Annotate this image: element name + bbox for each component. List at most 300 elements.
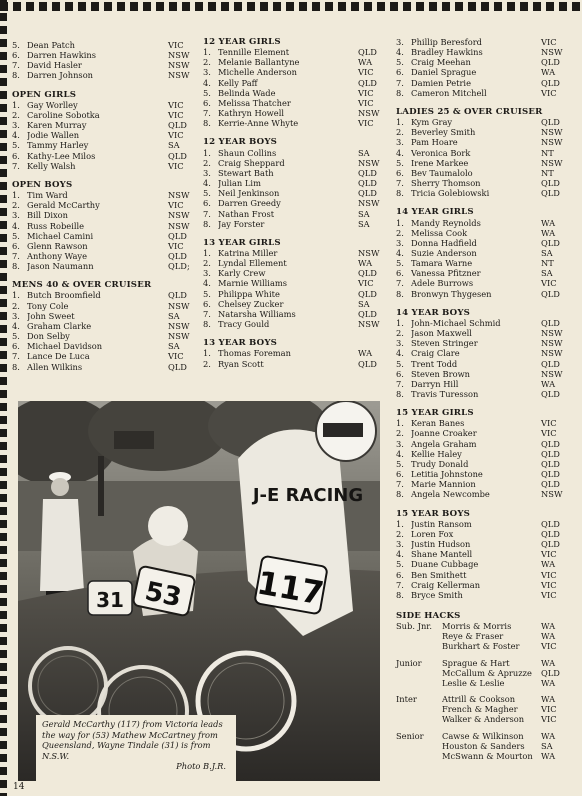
state-code: QLD [358,308,377,319]
state-code: WA [358,57,373,68]
place-number: 4. [396,448,404,459]
rider-name: Anthony Waye [27,250,88,261]
section-gap [396,600,571,609]
result-row [203,158,388,168]
state-code: QLD [358,77,377,88]
rider-name: Tim Ward [27,190,68,201]
state-code: VIC [541,278,557,289]
rider-name: Angela Graham [411,438,477,449]
place-number: 2. [203,57,211,68]
state-code: NSW [168,60,190,71]
side-hack-row [442,694,571,704]
place-number: 3. [203,67,211,78]
state-code: QLD [541,77,560,88]
state-code: NT [541,167,554,178]
rider-name: Letitia Johnstone [411,469,483,480]
result-row [203,178,388,188]
state-code: NSW [541,338,563,349]
rider-name: Stewart Bath [218,167,274,178]
perforated-top-edge [0,0,582,14]
state-code: NSW [541,348,563,359]
rider-name: Karen Murray [27,120,87,131]
rider-name: Jason Naumann [27,261,94,272]
rider-name: Travis Turesson [411,389,479,399]
photo-caption [36,715,236,781]
state-code: VIC [358,278,374,289]
result-row [396,328,571,338]
place-number: 2. [12,300,20,311]
rider-name: Jodie Wallen [27,130,80,141]
results-column-2 [203,37,388,369]
side-hack-row [442,714,571,724]
result-row [396,137,571,147]
rider-name: Darren Greedy [218,198,281,209]
side-hack-row [442,641,571,651]
section-heading: SIDE HACKS [396,610,461,621]
state-code: NSW [358,108,380,119]
team-names: Cawse & Wilkinson [442,730,524,741]
side-hacks-groups [396,621,571,761]
place-number: 1. [203,147,211,158]
side-hack-class: Sub. Jnr. [396,621,432,632]
result-row [396,148,571,158]
rider-name: Veronica Bork [411,147,471,158]
state-code: VIC [541,641,557,652]
state-code: VIC [541,589,557,600]
result-row [396,418,571,428]
plate-number-117: 117 [254,563,327,613]
rider-name: Graham Clarke [27,320,92,331]
result-row [203,98,388,108]
state-code: VIC [541,704,557,715]
result-row [396,580,571,590]
state-code: WA [541,559,556,570]
state-code: QLD [358,358,377,369]
state-code: QLD; [168,261,190,272]
rider-name: Melissa Thatcher [218,97,291,108]
result-row [203,289,388,299]
state-code: NSW [168,331,190,342]
place-number: 4. [396,47,404,58]
result-row [203,188,388,198]
place-number: 7. [396,178,404,189]
rider-name: Katrina Miller [218,247,278,258]
result-row [12,151,198,161]
state-code: NSW [358,198,380,209]
result-row [396,489,571,499]
result-row [203,299,388,309]
result-row [12,190,198,200]
state-code: QLD [168,230,187,241]
result-row [12,341,198,351]
state-code: VIC [358,87,374,98]
rider-name: Craig Sheppard [218,157,285,168]
rider-name: Steven Stringer [411,338,478,349]
place-number: 6. [396,268,404,279]
result-row [203,359,388,369]
state-code: NSW [541,328,563,339]
team-names: McSwann & Mourton [442,750,533,761]
place-number: 1. [203,348,211,359]
rider-name: Caroline Sobotka [27,109,100,120]
state-code: NSW [168,70,190,81]
state-code: QLD [358,47,377,58]
state-code: QLD [541,317,560,328]
place-number: 2. [396,328,404,339]
place-number: 5. [396,559,404,570]
result-row [12,331,198,341]
result-row [396,469,571,479]
place-number: 1. [396,518,404,529]
rider-name: Allen Wilkins [27,361,83,372]
place-number: 5. [396,258,404,269]
rider-name: Vanessa Pfitzner [411,268,481,279]
result-row [396,348,571,358]
place-number: 8. [396,389,404,399]
state-code: QLD [541,667,560,678]
place-number: 6. [203,298,211,309]
place-number: 7. [396,479,404,490]
team-names: Burkhart & Foster [442,641,520,652]
result-row [12,70,198,80]
place-number: 8. [396,489,404,500]
side-hack-row [442,658,571,668]
result-row [396,519,571,529]
place-number: 3. [12,120,20,131]
place-number: 3. [203,268,211,279]
side-hack-row [442,704,571,714]
rider-name: Bryce Smith [411,589,463,600]
place-number: 5. [12,230,20,241]
place-number: 8. [396,87,404,98]
place-number: 4. [396,348,404,359]
state-code: SA [358,298,370,309]
section-gap [396,98,571,107]
place-number: 5. [396,157,404,168]
result-row [396,379,571,389]
place-number: 6. [396,67,404,78]
state-code: SA [541,740,553,751]
page-number: 14 [13,782,25,792]
state-code: WA [541,677,556,688]
place-number: 5. [203,188,211,199]
rider-name: Sherry Thomson [411,178,481,189]
team-names: French & Magher [442,704,518,715]
state-code: NSW [358,157,380,168]
rider-name: Neil Jenkinson [218,188,280,199]
state-code: SA [168,310,180,321]
result-row [12,231,198,241]
rider-name: Philippa White [218,288,280,299]
state-code: VIC [168,200,184,211]
state-code: SA [541,247,553,258]
rider-name: Darren Johnson [27,70,94,81]
state-code: VIC [168,40,184,50]
state-code: NSW [168,210,190,221]
state-code: QLD [168,150,187,161]
result-row [203,57,388,67]
state-code: VIC [168,240,184,251]
rider-name: Kerrie-Anne Whyte [218,118,299,129]
state-code: QLD [541,458,560,469]
place-number: 5. [396,358,404,369]
place-number: 7. [12,60,20,71]
rider-name: Bill Dixon [27,210,69,221]
state-code: VIC [541,87,557,98]
place-number: 7. [203,208,211,219]
result-row [396,359,571,369]
side-hack-row [442,631,571,641]
rider-name: Tennille Element [218,47,290,58]
state-code: NSW [541,137,563,148]
result-row [12,301,198,311]
place-number: 2. [203,157,211,168]
section-gap [396,299,571,308]
side-hack-pairs [442,694,571,724]
state-code: QLD [541,178,560,189]
place-number: 7. [396,579,404,590]
place-number: 2. [203,258,211,269]
team-names: Attrill & Cookson [442,694,516,705]
result-row [12,241,198,251]
state-code: NSW [541,489,563,500]
result-row [12,251,198,261]
state-code: NT [541,147,554,158]
rider-name: Cameron Mitchell [411,87,487,98]
section-heading: 13 YEAR BOYS [203,338,278,349]
result-row [203,198,388,208]
state-code: QLD [541,188,560,199]
results-column-3 [396,37,571,767]
state-code: VIC [358,97,374,108]
section-heading: 12 YEAR GIRLS [203,37,281,47]
result-row [396,188,571,198]
side-hack-row [442,741,571,751]
rider-name: Tammy Harley [27,140,89,151]
side-hack-row [442,668,571,678]
result-row [396,127,571,137]
rider-name: Pam Hoare [411,137,458,148]
state-code: QLD [358,167,377,178]
rider-name: Damien Petrie [411,77,471,88]
place-number: 5. [12,140,20,151]
side-hack-group [396,731,571,761]
state-code: VIC [541,579,557,590]
rider-name: Tracy Gould [218,319,270,330]
section-heading: 15 YEAR BOYS [396,508,471,519]
place-number: 5. [12,40,20,50]
rider-name: Michelle Anderson [218,67,298,78]
state-code: NSW [358,319,380,330]
result-row [396,278,571,288]
state-code: NSW [541,47,563,58]
team-names: Reye & Fraser [442,631,504,642]
state-code: WA [541,750,556,761]
side-hack-class: Senior [396,730,424,741]
rider-name: Phillip Beresford [411,37,482,47]
rider-name: Trudy Donald [411,458,469,469]
place-number: 6. [396,167,404,178]
side-hack-class: Inter [396,694,417,705]
state-code: QLD [541,389,560,399]
result-row [396,228,571,238]
result-row [203,148,388,158]
result-row [12,261,198,271]
state-code: QLD [541,117,560,128]
rider-name: Thomas Foreman [218,348,291,359]
perforated-left-edge [0,0,10,796]
rider-name: Duane Cubbage [411,559,479,570]
section-heading: 14 YEAR GIRLS [396,207,474,218]
rider-name: Nathan Frost [218,208,275,219]
section-gap [203,128,388,137]
state-code: SA [541,268,553,279]
rider-name: Glenn Rawson [27,240,88,251]
place-number: 3. [396,539,404,550]
rider-name: Suzie Anderson [411,247,477,258]
result-row [12,40,198,50]
place-number: 3. [396,438,404,449]
result-row [12,140,198,150]
place-number: 7. [396,378,404,389]
place-number: 6. [12,341,20,352]
result-row [396,268,571,278]
section-heading: 14 YEAR BOYS [396,307,471,318]
place-number: 1. [12,190,20,201]
result-row [396,590,571,600]
state-code: VIC [541,428,557,439]
side-hack-pairs [442,621,571,651]
result-row [203,278,388,288]
place-number: 7. [396,278,404,289]
place-number: 1. [396,217,404,228]
team-names: Sprague & Hart [442,657,510,668]
place-number: 8. [203,319,211,330]
state-code: WA [541,378,556,389]
result-row [12,200,198,210]
result-row [203,258,388,268]
side-hack-row [442,731,571,741]
rider-name: Gerald McCarthy [27,200,100,211]
rider-name: Don Selby [27,331,70,342]
section-gap [12,81,198,90]
result-row [12,311,198,321]
state-code: QLD [168,250,187,261]
section-heading: OPEN BOYS [12,179,73,190]
rider-name: Ben Smithett [411,569,467,580]
state-code: QLD [541,237,560,248]
section-gap [203,229,388,238]
rider-name: Donna Hadfield [411,237,477,248]
state-code: WA [358,348,373,359]
result-row [396,289,571,299]
result-row [396,479,571,489]
result-row [12,362,198,372]
result-row [203,47,388,57]
section-gap [396,399,571,408]
rider-name: Julian Lim [218,178,261,189]
state-code: QLD [168,361,187,372]
rider-name: Dean Patch [27,40,75,50]
result-row [203,348,388,358]
state-code: QLD [541,57,560,68]
rider-name: Tricia Golebiowski [411,188,490,199]
result-row [203,108,388,118]
result-row [12,221,198,231]
result-row [396,318,571,328]
result-row [203,78,388,88]
place-number: 1. [12,99,20,110]
result-row [203,319,388,329]
rider-name: John-Michael Schmid [411,317,501,328]
result-row [12,50,198,60]
place-number: 6. [12,50,20,61]
race-photo [18,401,380,781]
place-number: 2. [396,127,404,138]
place-number: 3. [12,310,20,321]
rider-name: Trent Todd [411,358,458,369]
rider-name: Karly Crew [218,268,266,279]
place-number: 7. [203,308,211,319]
place-number: 1. [396,117,404,128]
place-number: 6. [203,97,211,108]
state-code: QLD [541,479,560,490]
rider-name: Chelsey Zucker [218,298,284,309]
result-row [396,449,571,459]
result-row [203,309,388,319]
rider-name: Darren Hawkins [27,50,96,61]
place-number: 4. [12,320,20,331]
result-row [203,67,388,77]
rider-name: Natarsha Williams [218,308,296,319]
place-number: 4. [12,130,20,141]
place-number: 2. [396,428,404,439]
team-names: Leslie & Leslie [442,677,505,688]
place-number: 2. [12,200,20,211]
state-code: VIC [168,130,184,141]
result-row [396,57,571,67]
result-row [396,428,571,438]
section-gap [12,171,198,180]
place-number: 8. [12,361,20,372]
team-names: Walker & Anderson [442,714,525,725]
state-code: SA [168,140,180,151]
state-code: VIC [541,418,557,429]
place-number: 4. [203,178,211,189]
rider-name: David Hasler [27,60,82,71]
team-names: Houston & Sanders [442,740,525,751]
rider-name: Justin Hudson [411,539,471,550]
rider-name: Loren Fox [411,528,454,539]
section-heading: 15 YEAR GIRLS [396,408,474,419]
result-row [203,219,388,229]
section-heading: MENS 40 & OVER CRUISER [12,280,152,291]
section-gap [203,329,388,338]
side-hack-group [396,658,571,688]
state-code: SA [168,341,180,352]
rider-name: Jay Forster [218,218,265,229]
place-number: 6. [12,240,20,251]
place-number: 5. [203,288,211,299]
state-code: VIC [168,351,184,362]
result-row [12,351,198,361]
rider-name: Melissa Cook [411,227,468,238]
state-code: VIC [168,109,184,120]
side-hack-row [442,678,571,688]
rider-name: Kelly Walsh [27,160,76,171]
rider-name: Kelly Paff [218,77,258,88]
side-hack-row [442,621,571,631]
